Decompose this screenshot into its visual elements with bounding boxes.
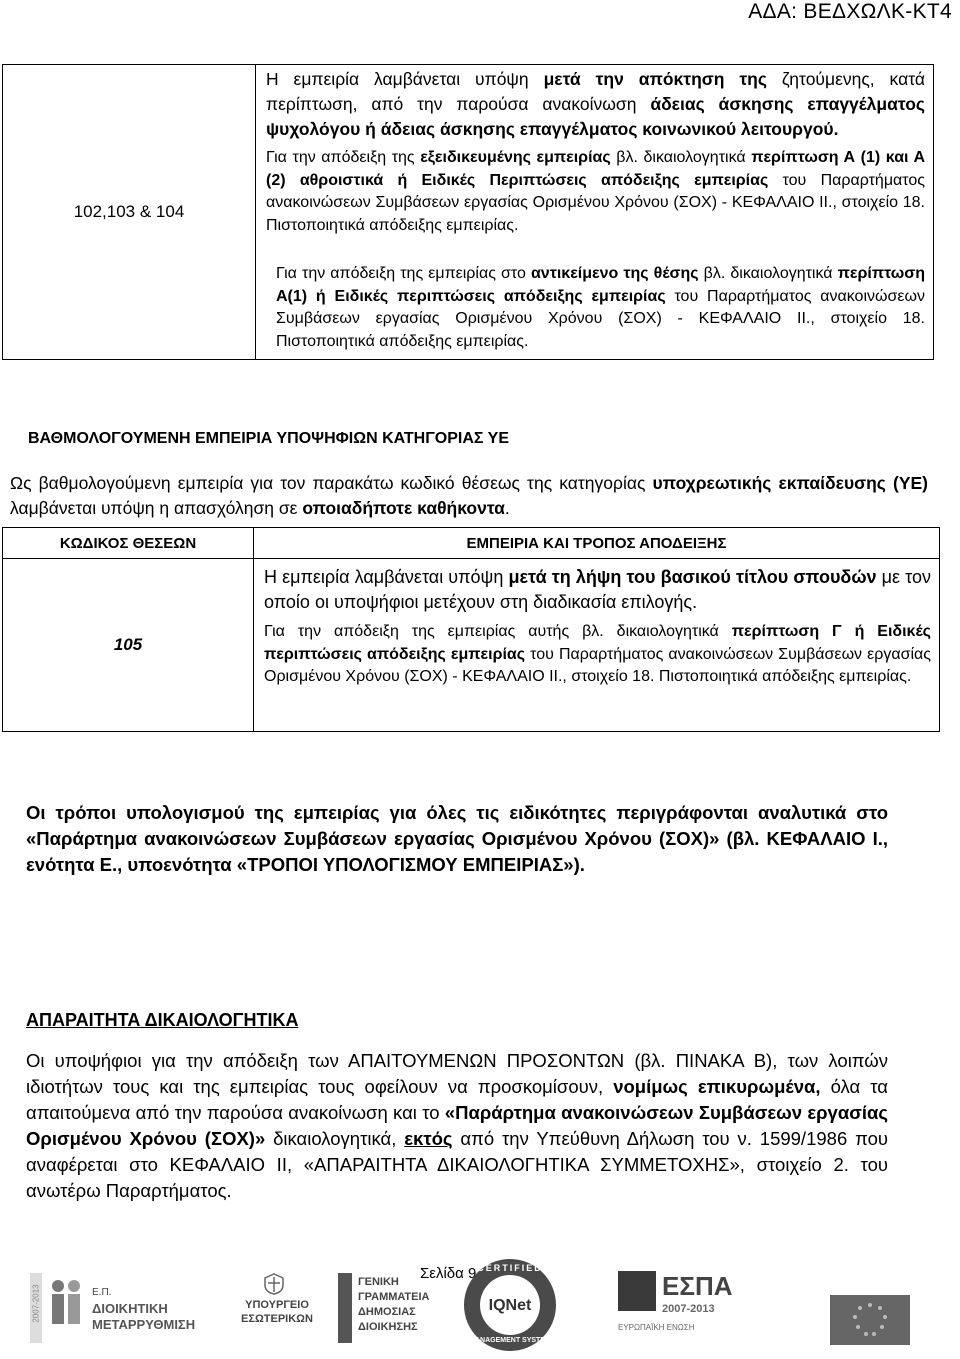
table1-paragraph-1 xyxy=(266,67,925,142)
col-header-experience: ΕΜΠΕΙΡΙΑ ΚΑΙ ΤΡΟΠΟΣ ΑΠΟΔΕΙΞΗΣ xyxy=(254,528,940,559)
position-code-cell xyxy=(3,65,256,360)
experience-cell-105 xyxy=(254,559,940,732)
logo-espa: ΕΣΠΑ 2007-2013 ΕΥΡΩΠΑΪΚΗ ΕΝΩΣΗ xyxy=(618,1271,733,1332)
logo-dioikitiki-metarrythmisi: 2007-2013 Ε.Π. ΔΙΟΙΚΗΤΙΚΗ ΜΕΤΑΡΡΥΘΜΙΣΗ xyxy=(30,1273,220,1353)
text-run: Ως βαθμολογούμενη εμπειρία για τον παρακάτω κωδικό θέσεως της κατηγορίας xyxy=(10,473,653,493)
text-run: Για την απόδειξη της xyxy=(266,149,421,166)
text-run: δικαιολογητικά, xyxy=(265,1128,405,1149)
intro-paragraph xyxy=(10,471,928,521)
documents-paragraph xyxy=(26,1048,888,1204)
table1-paragraph-2 xyxy=(266,147,925,237)
espa-icon xyxy=(618,1271,656,1311)
text-run: υποχρεωτικής εκπαίδευσης (ΥΕ) xyxy=(652,473,928,493)
text-run: όλα τα απαιτούμενα από την παρούσα ανακοίνωση και το xyxy=(26,1076,889,1123)
text-run: εξειδικευμένης εμπειρίας xyxy=(420,149,611,166)
text-run: του Παραρτήματος ανακοινώσεων Συμβάσεων εργασίας Ορισμένου Χρόνου (ΣΟΧ) - ΚΕΦΑΛΑΙΟ ΙΙ., στοιχείο 18. Πιστοποιητικά απόδειξης εμπειρίας. xyxy=(276,287,926,350)
page-number: Σελίδα 9 xyxy=(420,1265,477,1282)
calculation-paragraph: Οι τρόποι υπολογισμού της εμπειρίας για όλες τις ειδικότητες περιγράφονται αναλυτικά στο «Παράρτημα ανακοινώσεων Συμβάσεων εργασίας Ορισμένου Χρόνου (ΣΟΧ)» (βλ. ΚΕΦΑΛΑΙΟ Ι., ενότητα Ε., υποενότητα «ΤΡΟΠΟΙ ΥΠΟΛΟΓΙΣΜΟΥ ΕΜΠΕΙΡΙΑΣ»). xyxy=(26,802,888,875)
logo-iqnet-certified: CERTIFIED IQNet MANAGEMENT SYSTEM xyxy=(462,1257,558,1353)
eu-flag xyxy=(830,1295,910,1345)
text-run: . xyxy=(504,498,510,518)
text-run: Η εμπειρία λαμβάνεται υπόψη xyxy=(264,567,509,587)
text-run: οποιαδήποτε καθήκοντα xyxy=(302,498,505,518)
table1-paragraph-3 xyxy=(266,263,925,353)
text-run: Για την απόδειξη της εμπειρίας στο xyxy=(276,265,531,282)
col-header-code: ΚΩΔΙΚΟΣ ΘΕΣΕΩΝ xyxy=(3,528,254,559)
text-run: άδειας άσκησης επαγγέλματος ψυχολόγου ή άδειας άσκησης επαγγέλματος κοινωνικού λειτουργού. xyxy=(266,94,925,139)
text-run: νομίμως επικυρωμένα, xyxy=(613,1076,821,1097)
text-run: του Παραρτήματος ανακοινώσεων Συμβάσεων εργασίας Ορισμένου Χρόνου (ΣΟΧ) - ΚΕΦΑΛΑΙΟ ΙΙ., στοιχείο 18. Πιστοποιητικά απόδειξης εμπειρίας. xyxy=(266,171,925,234)
text-run: με τον οποίο οι υποψήφιοι μετέχουν στη διαδικασία επιλογής. xyxy=(264,567,932,612)
text-run: μετά τη λήψη του βασικού τίτλου σπουδών xyxy=(508,567,877,587)
experience-table-top xyxy=(2,64,934,360)
text-run: λαμβάνεται υπόψη η απασχόληση σε xyxy=(10,498,303,518)
position-code-105: 105 xyxy=(3,559,254,732)
years-strip: 2007-2013 xyxy=(30,1273,42,1343)
experience-table-ye xyxy=(2,527,940,732)
table2-paragraph-2 xyxy=(264,621,931,689)
text-run: περίπτωση Α (1) και Α (2) αθροιστικά ή Ειδικές Περιπτώσεις απόδειξης εμπειρίας xyxy=(266,149,925,189)
text-run: περίπτωση Γ ή Ειδικές περιπτώσεις απόδειξης εμπειρίας xyxy=(264,623,932,663)
text-run: από την Υπεύθυνη Δήλωση του ν. 1599/1986 που αναφέρεται στο ΚΕΦΑΛΑΙΟ ΙΙ, «ΑΠΑΡΑΙΤΗΤΑ ΔΙΚΑΙΟΛΟΓΗΤΙΚΑ ΣΥΜΜΕΤΟΧΗΣ», στοιχείο 2. του ανωτέρω Παραρτήματος. xyxy=(26,1128,888,1201)
logo-gen-grammateia: ΓΕΝΙΚΗ ΓΡΑΜΜΑΤΕΙΑ ΔΗΜΟΣΙΑΣ ΔΙΟΙΚΗΣΗΣ xyxy=(338,1267,438,1347)
figure-icon xyxy=(48,1278,88,1328)
text-run: βλ. δικαιολογητικά xyxy=(698,265,838,282)
text-run: «Παράρτημα ανακοινώσεων Συμβάσεων εργασίας Ορισμένου Χρόνου (ΣΟΧ)» xyxy=(26,1102,889,1149)
ada-header: ΑΔΑ: ΒΕΔΧΩΛΚ-ΚΤ4 xyxy=(748,0,952,23)
text-run: Για την απόδειξη της εμπειρίας αυτής βλ. δικαιολογητικά xyxy=(264,623,732,640)
footer xyxy=(0,1255,960,1359)
section-title: ΒΑΘΜΟΛΟΓΟΥΜΕΝΗ ΕΜΠΕΙΡΙΑ ΥΠΟΨΗΦΙΩΝ ΚΑΤΗΓΟΡΙΑΣ ΥΕ xyxy=(28,430,510,447)
text-run: εκτός xyxy=(404,1128,453,1149)
text-run: του Παραρτήματος ανακοινώσεων Συμβάσεων εργασίας Ορισμένου Χρόνου (ΣΟΧ) - ΚΕΦΑΛΑΙΟ ΙΙ., στοιχείο 18. Πιστοποιητικά απόδειξης εμπειρίας. xyxy=(264,645,931,685)
text-run: Η εμπειρία λαμβάνεται υπόψη xyxy=(266,69,544,89)
text-run: μετά την απόκτηση της xyxy=(543,69,767,89)
text-run: ζητούμενης, κατά περίπτωση, από την παρούσα ανακοίνωση xyxy=(266,69,925,114)
text-run: αντικείμενο της θέσης xyxy=(530,265,699,282)
eu-stars-icon xyxy=(830,1295,910,1345)
emblem-icon xyxy=(264,1273,284,1295)
position-code: 102,103 & 104 xyxy=(73,202,185,221)
documents-heading: ΑΠΑΡΑΙΤΗΤΑ ΔΙΚΑΙΟΛΟΓΗΤΙΚΑ xyxy=(26,1010,299,1030)
text-run: Οι υποψήφιοι για την απόδειξη των ΑΠΑΙΤΟΥΜΕΝΩΝ ΠΡΟΣΟΝΤΩΝ (βλ. ΠΙΝΑΚΑ Β), των λοιπών ιδιοτήτων τους και της εμπειρίας τους οφείλουν να προσκομίσουν, xyxy=(26,1050,888,1097)
table2-paragraph-1 xyxy=(264,565,931,615)
logo-ypourgeio-esoterikon: ΥΠΟΥΡΓΕΙΟ ΕΣΩΤΕΡΙΚΩΝ xyxy=(232,1273,322,1333)
experience-cell xyxy=(256,65,934,360)
text-run: περίπτωση Α(1) ή Ειδικές περιπτώσεις απόδειξης εμπειρίας xyxy=(276,265,925,305)
text-run: βλ. δικαιολογητικά xyxy=(610,149,752,166)
